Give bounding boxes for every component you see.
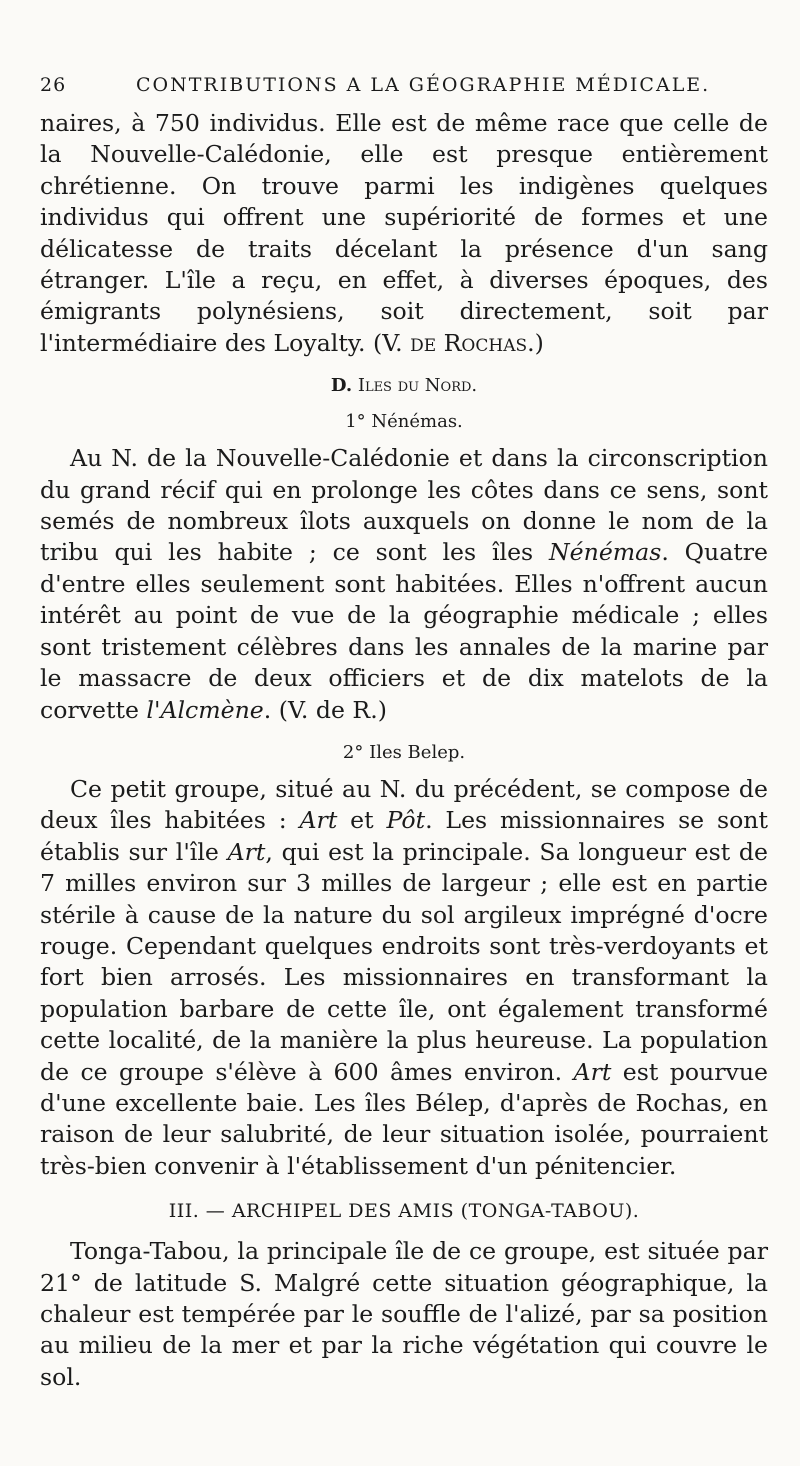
subsection-d-letter: D. <box>330 375 353 397</box>
subsection-d-title: Iles du Nord. <box>357 375 478 397</box>
page-number: 26 <box>40 74 67 96</box>
paragraph-3 <box>40 774 768 1182</box>
p3-art-2: Art <box>227 837 266 866</box>
paragraph-4: Tonga-Tabou, la principale île de ce groupe, est située par 21° de latitude S. Malgré cette situation géographique, la chaleur est tempérée par le souffle de l'alizé, par sa position au milieu de la mer et par la riche végétation qui couvre le sol. <box>40 1237 768 1391</box>
subheading-belep: 2° Iles Belep. <box>342 741 466 763</box>
p3-text-a: Ce petit groupe, situé au N. du précédent, se compose de deux îles habitées : <box>40 774 768 835</box>
p3-text-d: , qui est la principale. Sa longueur est de 7 milles environ sur 3 milles de largeur ; elle est en partie stérile à cause de la nature du sol argileux imprégné d'ocre rouge. Cependant quelques endroits sont très-verdoyants et fort bien arrosés. Les missionnaires en transformant la population barbare de cette île, ont également transformé cette localité, de la manière la plus heureuse. La population de ce groupe s'élève à 600 âmes environ. <box>40 837 768 1086</box>
page-header <box>40 74 768 108</box>
p3-pot: Pôt <box>386 806 426 835</box>
paragraph-2 <box>40 443 768 726</box>
p2-nenemas: Nénémas <box>549 538 662 567</box>
p2-text-a: Au N. de la Nouvelle-Calédonie et dans la circonscription du grand récif qui en prolonge les côtes dans ce sens, sont semés de nombreux îlots auxquels on donne le nom de la tribu qui les habite ; ce sont les îles <box>40 444 768 567</box>
p1-text: naires, à 750 individus. Elle est de même race que celle de la Nouvelle-Calédonie, elle est presque entièrement chrétienne. On trouve parmi les indigènes quelques individus qui offrent une supériorité de formes et une délicatesse de traits décelant la présence d'un sang étranger. L'île a reçu, en effet, à diverses époques, des émigrants polynésiens, soit directement, soit par l'intermédiaire des Loyalty. (V. <box>40 109 768 357</box>
p2-alcmene: l'Alcmène <box>146 695 264 724</box>
subheading-nenemas: 1° Nénémas. <box>345 411 463 433</box>
subsection-d-heading <box>40 371 768 401</box>
p1-rochas: Rochas <box>443 328 528 357</box>
p3-art-3: Art <box>573 1057 612 1086</box>
p2-text-c: . (V. de R.) <box>263 695 387 724</box>
paragraph-1 <box>40 108 768 359</box>
p1-de: de <box>410 328 437 357</box>
p1-end: .) <box>527 328 544 357</box>
p2-text-b: . Quatre d'entre elles seulement sont habitées. Elles n'offrent aucun intérêt au point de vue de la géographie médicale ; elles sont tristement célèbres dans les annales de la marine par le massacre de deux officiers et de dix matelots de la corvette <box>40 538 769 724</box>
page <box>40 74 768 1393</box>
p3-art-1: Art <box>299 806 338 835</box>
p3-text-c: . Les missionnaires se sont établis sur l'île <box>40 806 768 866</box>
p3-text-b: et <box>337 806 387 835</box>
p3-text-e: est pourvue d'une excellente baie. Les îles Bélep, d'après de Rochas, en raison de leur salubrité, de leur situation isolée, pourraient très-bien convenir à l'établissement d'un pénitencier. <box>40 1057 768 1180</box>
section-3-heading: III. — ARCHIPEL DES AMIS (TONGA-TABOU). <box>168 1200 640 1223</box>
running-title: CONTRIBUTIONS A LA GÉOGRAPHIE MÉDICALE. <box>136 74 711 96</box>
